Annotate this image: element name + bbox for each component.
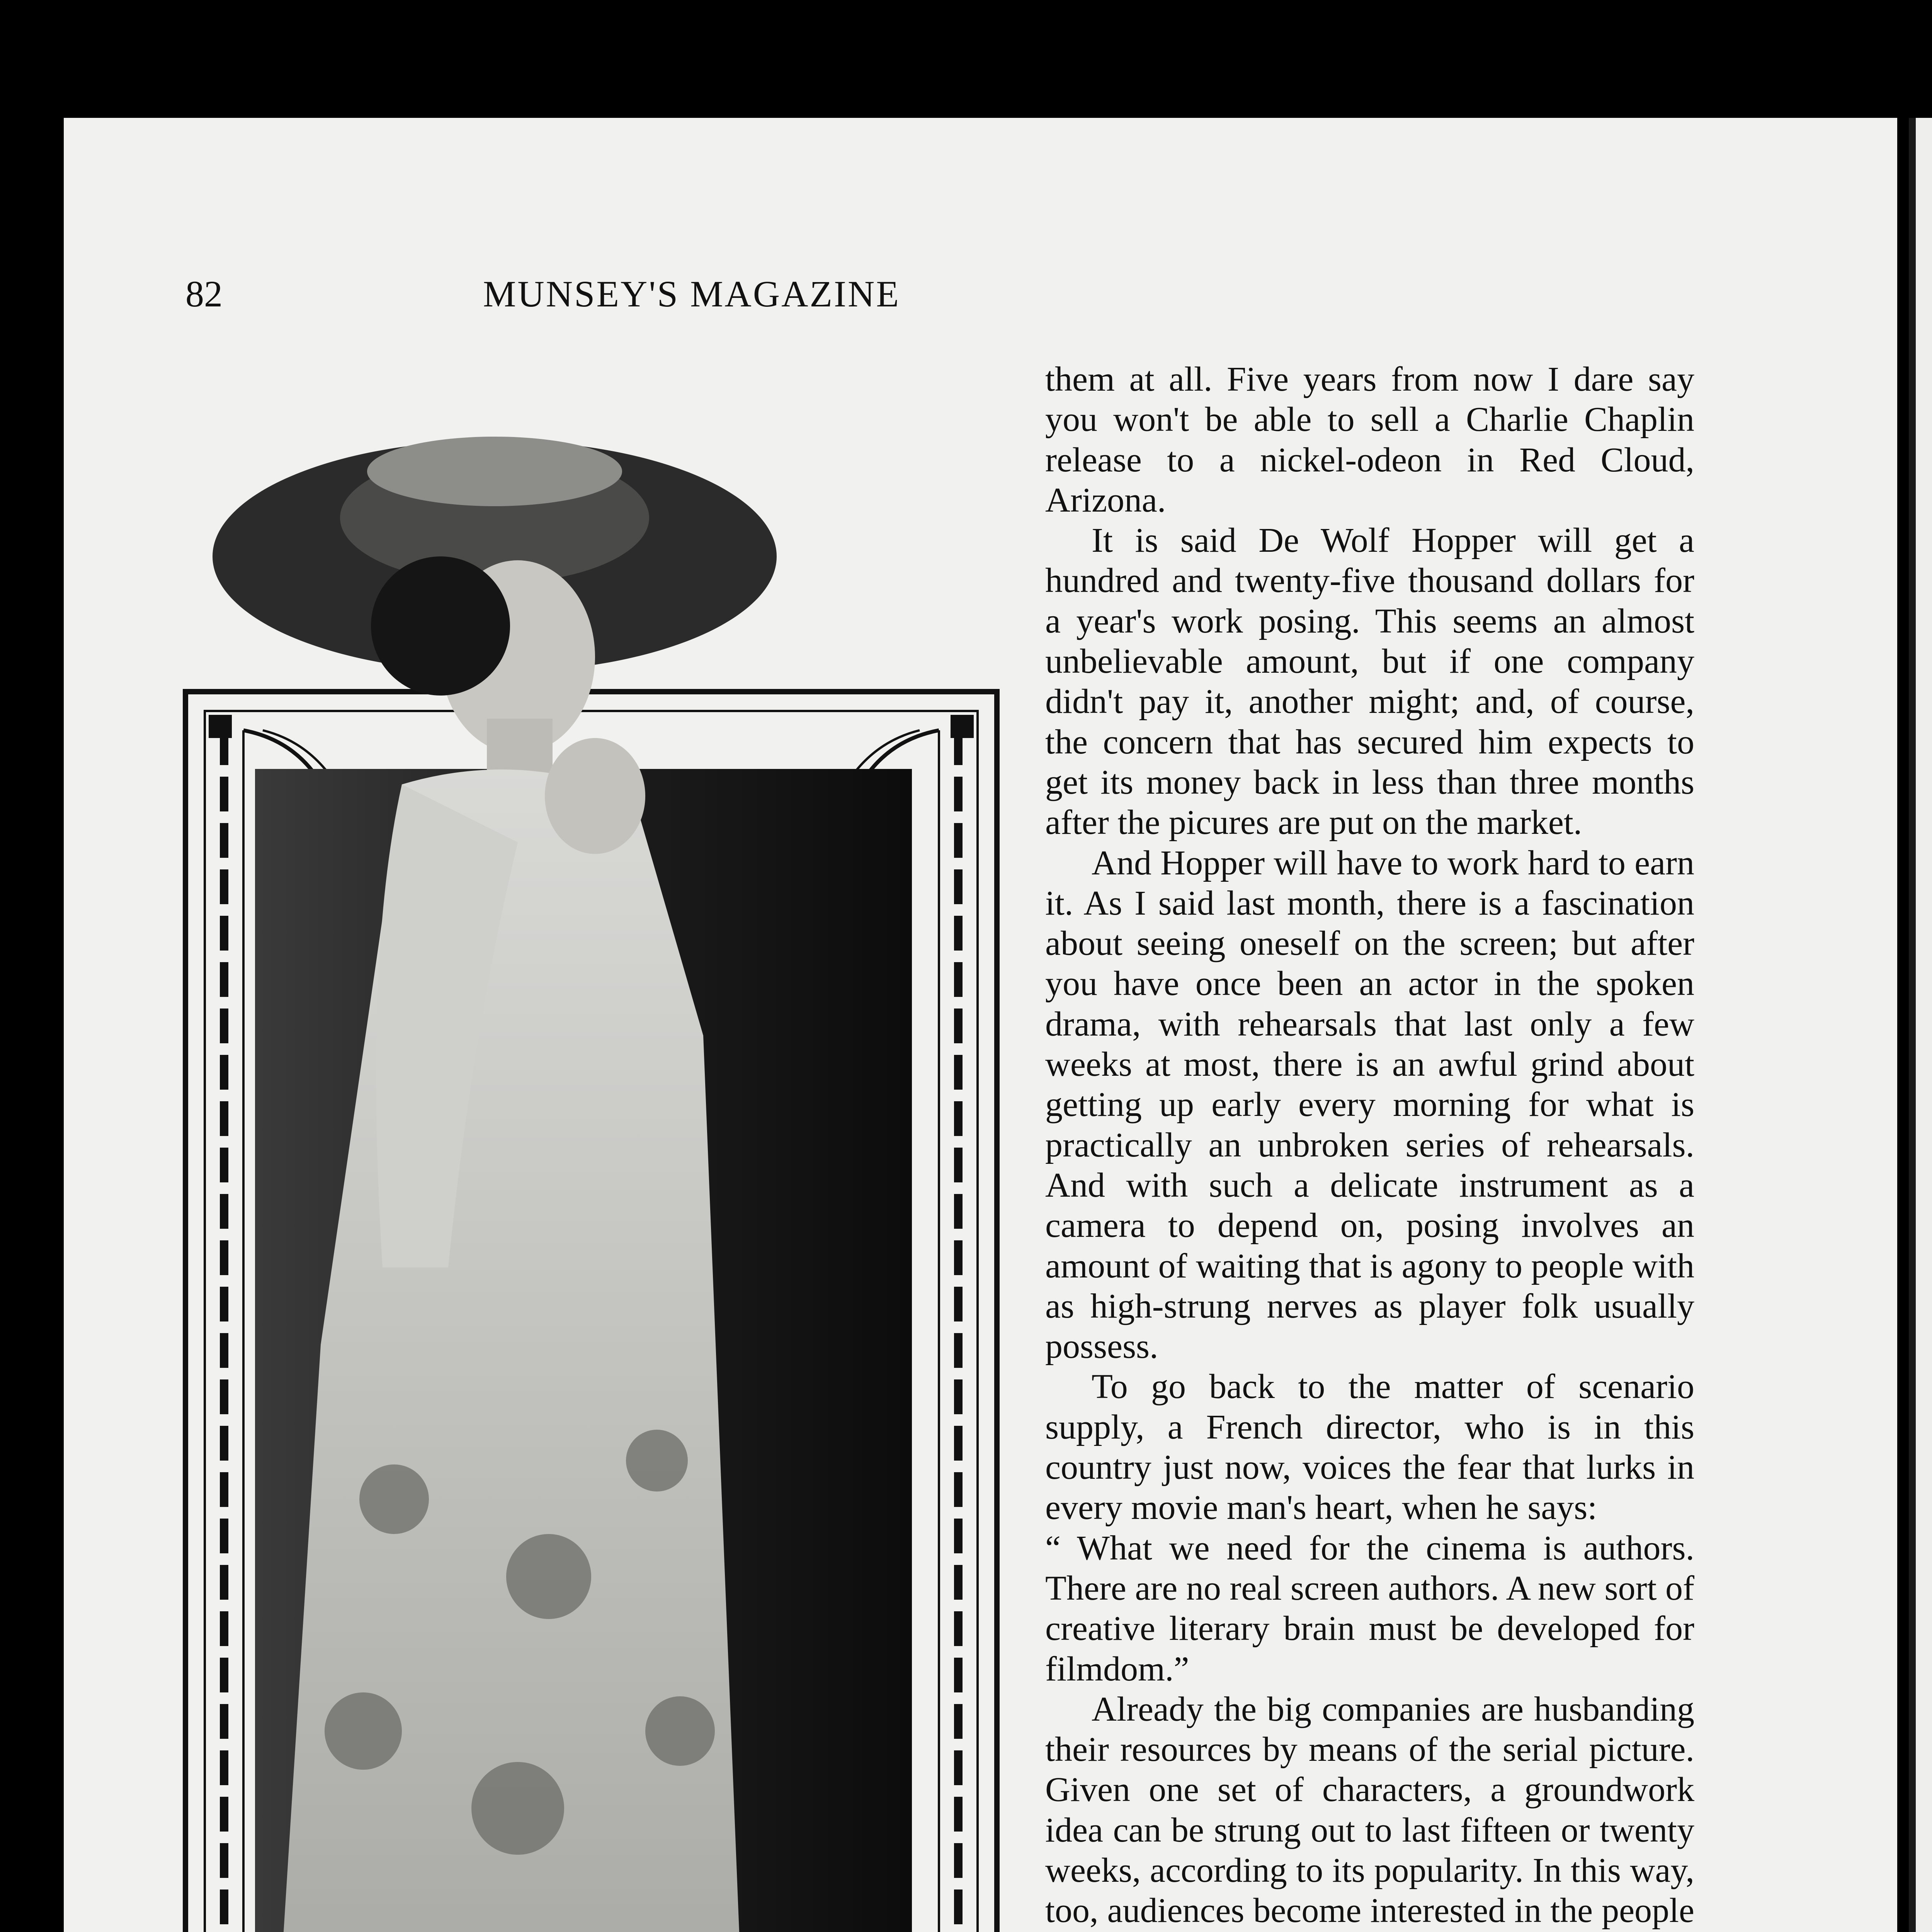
paragraph: Already the big companies are husbanding their resources by means of the serial picture. Given one set of characters, a groundwork idea can be strung out to last fifteen or twenty weeks, according to its popularity. In this way, too, audiences become interested in the people — [1045, 1690, 1694, 1930]
paragraph: them at all. Five years from now I dare say you won't be able to sell a Charlie Chaplin release to a nickel-odeon in Red Cloud, Arizona. — [1045, 360, 1694, 519]
page-number: 82 — [185, 273, 223, 315]
article-column — [1045, 359, 1694, 1932]
running-head — [185, 272, 1198, 319]
quotation: “ What we need for the cinema is authors. There are no real screen authors. A new sort of creative literary brain must be developed for filmdom.” — [1045, 1529, 1694, 1688]
portrait-photograph — [201, 379, 958, 1932]
magazine-title: MUNSEY'S MAGAZINE — [483, 273, 900, 315]
paragraph: And Hopper will have to work hard to earn it. As I said last month, there is a fascination about seeing oneself on the screen; but after you have once been an actor in the spoken drama, with rehearsals that last only a few weeks at most, there is an awful grind about getting up early every morning for what is practically an unbroken series of rehearsals. And with such a delicate instrument as a camera to depend on, posing involves an amount of waiting that is agony to people with as high-strung nerves as player folk usually possess. — [1045, 844, 1694, 1366]
facing-page-edge — [1909, 118, 1932, 1932]
paragraph: It is said De Wolf Hopper will get a hundred and twenty-five thousand dollars for a year's work posing. This seems an almost unbelievable amount, but if one company didn't pay it, another might; and, of course, the concern that has secured him expects to get its money back in less than three months after the picures are put on the market. — [1045, 521, 1694, 842]
paragraph: To go back to the matter of scenario supply, a French director, who is in this country just now, voices the fear that lurks in every movie man's heart, when he says: — [1045, 1367, 1694, 1527]
portrait-image — [201, 379, 958, 1932]
